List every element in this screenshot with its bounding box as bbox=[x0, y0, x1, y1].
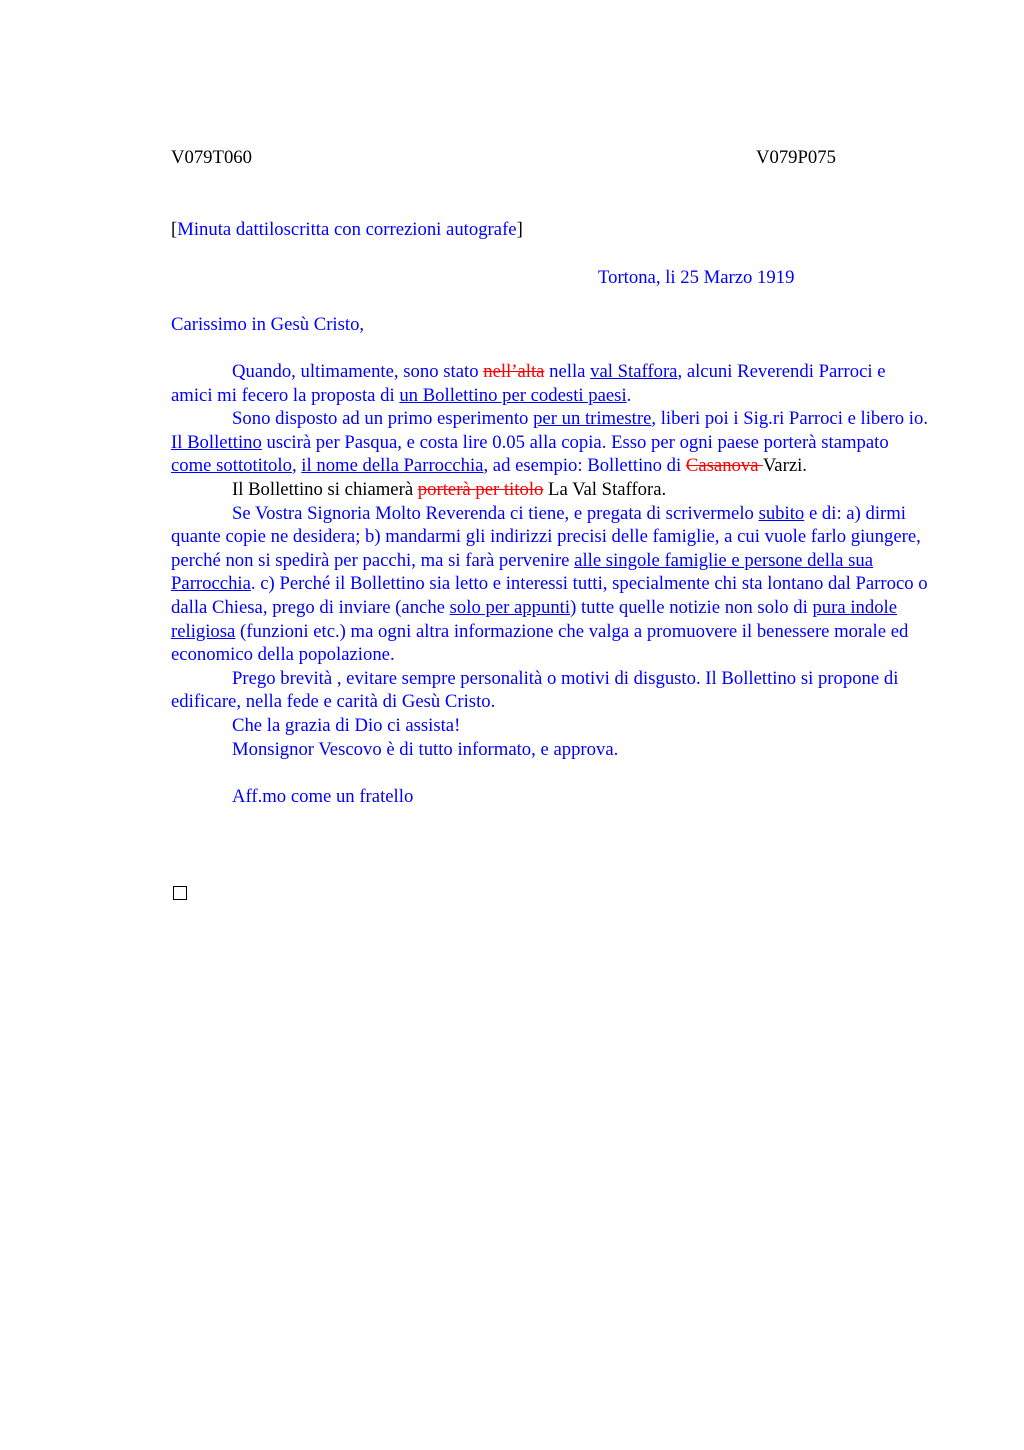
underlined-text: subito bbox=[758, 502, 805, 524]
closing: Aff.mo come un fratello bbox=[232, 786, 414, 808]
paragraph-8: Monsignor Vescovo è di tutto informato, e approva. bbox=[232, 738, 619, 760]
underlined-text: come sottotitolo bbox=[171, 455, 292, 477]
deleted-text: Casanova bbox=[685, 455, 763, 477]
underlined-text: solo per appunti bbox=[449, 596, 571, 618]
text-run: Il Bollettino si chiamerà bbox=[232, 478, 418, 500]
text-run: , alcuni Reverendi Parroci e amici mi fecero la proposta di bbox=[171, 361, 886, 406]
deleted-text: porterà per titolo bbox=[417, 478, 544, 500]
text-run: (funzioni etc.) ma ogni altra informazione che valga a promuovere il benessere morale ed economico della popolazione. bbox=[171, 620, 909, 666]
underlined-text: il nome della Parrocchia bbox=[301, 455, 484, 477]
underlined-text: per un trimestre bbox=[533, 408, 652, 430]
note-open-bracket: [ bbox=[171, 219, 178, 240]
text-run: Varzi. bbox=[762, 455, 807, 477]
text-run: . bbox=[626, 384, 632, 406]
text-run: Se Vostra Signoria Molto Reverenda ci tiene, e pregata di scrivermelo bbox=[232, 502, 759, 524]
text-run: , ad esempio: Bollettino di bbox=[483, 455, 686, 477]
underlined-text: un Bollettino per codesti paesi bbox=[399, 384, 627, 406]
note-text: Minuta dattiloscritta con correzioni autografe bbox=[177, 219, 517, 240]
underlined-text: val Staffora bbox=[590, 361, 678, 382]
text-run: , liberi poi i Sig.ri Parroci e libero io. bbox=[651, 408, 929, 430]
paragraph-1 bbox=[171, 360, 931, 407]
dateline: Tortona, li 25 Marzo 1919 bbox=[598, 267, 795, 288]
letter-body bbox=[171, 360, 931, 809]
text-run: ) tutte quelle notizie non solo di bbox=[570, 596, 813, 618]
document-note bbox=[171, 221, 523, 240]
paragraph-4 bbox=[171, 478, 931, 502]
text-run: e di: a) dirmi quante copie ne desidera; b) mandarmi gli indirizzi precisi delle famiglie, a cui vuole farlo giungere, perché non si spedirà per pacchi, ma si farà pervenire bbox=[171, 502, 921, 571]
note-close-bracket: ] bbox=[516, 219, 523, 240]
paragraph-5 bbox=[171, 502, 931, 667]
salutation: Carissimo in Gesù Cristo, bbox=[171, 314, 365, 335]
text-run: , bbox=[291, 455, 302, 477]
text-run: Quando, ultimamente, sono stato bbox=[232, 361, 484, 382]
end-square-icon bbox=[173, 886, 187, 900]
text-run: Sono disposto ad un primo esperimento bbox=[232, 408, 534, 430]
paragraph-6: Prego brevità , evitare sempre personalità o motivi di disgusto. Il Bollettino si propone di edificare, nella fede e carità di Gesù Cristo. bbox=[171, 667, 899, 713]
text-run: nella bbox=[544, 361, 591, 382]
underlined-text: pura indole religiosa bbox=[171, 596, 898, 642]
text-run: La Val Staffora. bbox=[543, 478, 667, 500]
deleted-text: nell’alta bbox=[483, 361, 545, 382]
document-code-right: V079P075 bbox=[756, 147, 836, 168]
text-run: . c) Perché il Bollettino sia letto e interessi tutti, specialmente chi sta lontano dal Parroco o dalla Chiesa, prego di inviare (anche bbox=[171, 573, 928, 618]
paragraph-7: Che la grazia di Dio ci assista! bbox=[232, 714, 461, 736]
underlined-text: alle singole famiglie e persone della sua Parrocchia bbox=[171, 549, 874, 595]
paragraph-2 bbox=[171, 407, 931, 431]
document-code-left: V079T060 bbox=[171, 147, 252, 168]
paragraph-3 bbox=[171, 431, 931, 478]
underlined-text: Il Bollettino bbox=[171, 431, 262, 453]
text-run: uscirà per Pasqua, e costa lire 0.05 alla copia. Esso per ogni paese porterà stampato bbox=[261, 431, 889, 453]
